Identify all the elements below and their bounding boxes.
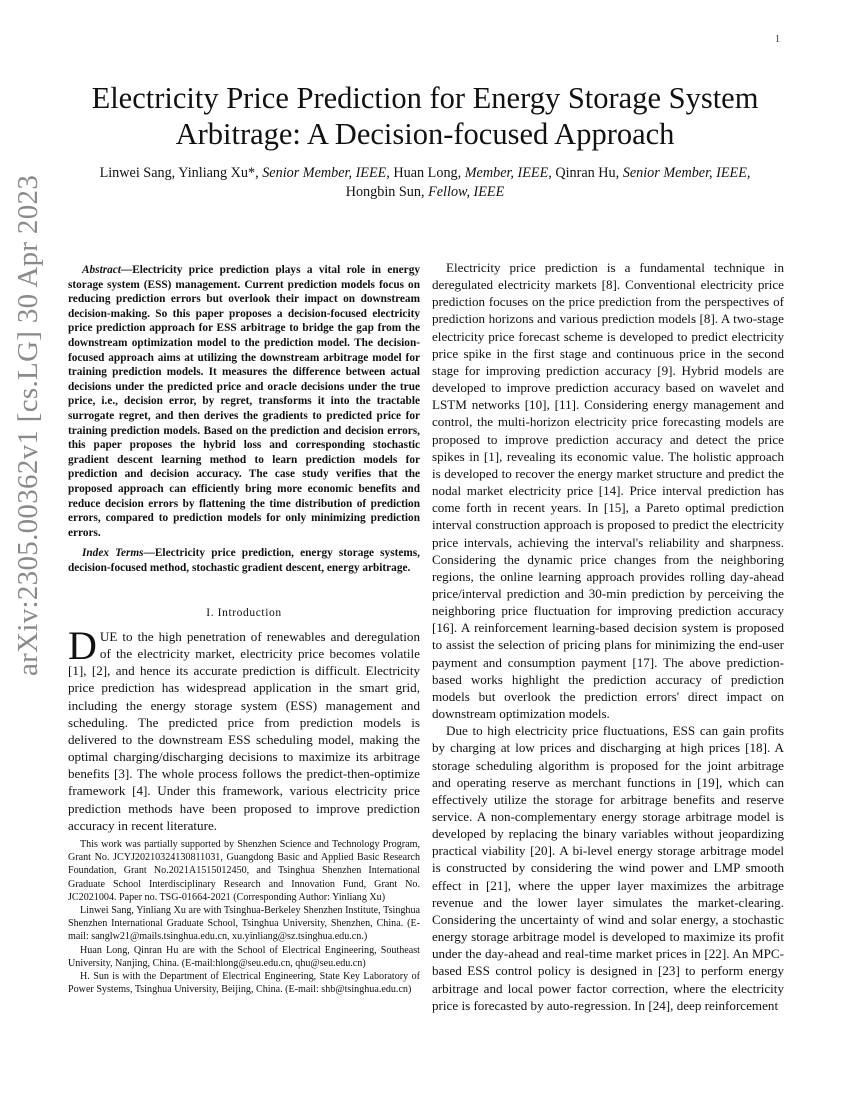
author-2: Huan Long, [389, 165, 465, 181]
author-1-role: Senior Member, IEEE, [262, 165, 390, 181]
footnote-funding: This work was partially supported by Shenzhen Science and Technology Program, Grant No. JCYJ20210324130811031, Guangdong Basic and Applied Basic Research Foundation, Grant No.2021A1515012450, and Tsinghua Shenzhen International Graduate School Interdisciplinary Research and Innovation Fund, Grant No. JC2021004. Paper no. TSG-01664-2021 (Corresponding Author: Yinliang Xu) [68, 839, 420, 903]
footnote-affiliation-2: Huan Long, Qinran Hu are with the School of Electrical Engineering, Southeast University, Nanjing, China. (E-mail:hlong@seu.edu.cn, qhu@seu.edu.cn) [68, 944, 420, 969]
body-paragraph: Due to high electricity price fluctuations, ESS can gain profits by charging at low prices and discharging at high prices [18]. A storage scheduling algorithm is proposed for the joint arbitrage and operating reserve as merchant functions in [19], which can effectively utilize the storage for arbitrage benefits and reserve service. A non-complementary energy storage arbitrage model is developed by replacing the binary variables without jeopardizing practical viability [20]. A bi-level energy storage arbitrage model is constructed by considering the wind power and LMP smooth effect in [21], where the upper layer maximizes the arbitrage revenue and the lower layer simulates the market-clearing. Considering the uncertainty of wind and solar energy, a stochastic energy storage arbitrage model is developed to maximize its profit under the day-ahead and real-time market prices in [22]. An MPC-based ESS control policy is designed in [23] to perform energy arbitrage and local power factor correction, where the electricity price is forecasted by auto-regression. In [24], deep reinforcement [432, 723, 784, 1013]
introduction-body: UE to the high penetration of renewables and deregulation of the electricity market, electricity price becomes volatile [1], [2], and hence its accurate prediction is difficult. Electricity price prediction has widespread application in the smart grid, including the energy storage system (ESS) management and scheduling. The predicted price from prediction models is delivered to the downstream ESS scheduling model, making the optimal charging/discharging decisions to maximize its arbitrage benefits [3]. The whole process follows the predict-then-optimize framework [4]. Under this framework, various electricity price prediction methods have been proposed to improve prediction accuracy in recent literature. [68, 629, 420, 833]
abstract-label: Abstract [82, 264, 121, 276]
author-4-role: Fellow, IEEE [428, 184, 505, 200]
abstract [68, 263, 420, 540]
index-terms-label: Index Terms [82, 547, 144, 559]
author-3: Qinran Hu, [551, 165, 623, 181]
right-column [432, 259, 784, 1014]
footnotes [68, 838, 420, 996]
drop-cap: D [68, 623, 97, 668]
author-list [55, 164, 795, 202]
author-4: Hongbin Sun, [345, 184, 429, 200]
footnote-affiliation-1: Linwei Sang, Yinliang Xu are with Tsinghua-Berkeley Shenzhen Institute, Tsinghua Shenzhen International Graduate School, Tsinghua University, Shenzhen, China. (E-mail: sanglw21@mails.tsinghua.edu.cn, xu.yinliang@sz.tsinghua.edu.cn.) [68, 905, 420, 943]
author-2-role: Member, IEEE, [464, 165, 552, 181]
abstract-body: —Electricity price prediction plays a vital role in energy storage system (ESS) management. Current prediction models focus on reducing prediction errors but overlook their impact on downstream decision-making. So this paper proposes a decision-focused electricity price prediction approach for ESS arbitrage to bridge the gap from the downstream optimization model to the prediction model. The decision-focused approach aims at utilizing the downstream arbitrage model for training prediction models. It measures the difference between actual decisions under the predicted price and oracle decisions under the true price, i.e., decision error, by regret, transforms it into the tractable surrogate regret, and then derives the gradients to predicted price for training prediction models. Based on the prediction and decision errors, this paper proposes the hybrid loss and corresponding stochastic gradient descent learning method to learn prediction models for prediction and decision accuracy. The case study verifies that the proposed approach can efficiently bring more economic benefits and reduce decision errors by flattening the time distribution of prediction errors, compared to prediction models for only minimizing prediction errors. [68, 264, 420, 539]
section-heading: I. Introduction [206, 607, 282, 619]
author-1: Linwei Sang, Yinliang Xu*, [99, 165, 263, 181]
introduction-paragraph [68, 623, 420, 834]
body-paragraph: Electricity price prediction is a fundamental technique in deregulated electricity markets [8]. Conventional electricity price prediction focuses on the price prediction from the perspectives of prediction horizons and various prediction models [8]. A two-stage electricity price forecast scheme is developed to predict electricity price spike in the first stage and continuous price in the second stage for improving prediction accuracy [9]. Hybrid models are developed to improve prediction accuracy based on wavelet and LSTM networks [10], [11]. Considering energy management and control, the multi-horizon electricity price forecasting models are proposed to improve prediction accuracy and detect the price spikes in [1], revealing its economic value. The holistic approach is developed to recover the energy market structure and predict the nodal market electricity price [14]. Price interval prediction has come forth in recent years. In [15], a Pareto optimal prediction interval construction approach is proposed to predict the electricity price intervals, achieving the interval's reliability and sharpness. Considering the dynamic price changes from the neighboring regions, the online learning approach provides rolling day-ahead price/interval prediction and 30-min prediction by perceiving the neighboring price fluctuation for improving prediction accuracy [16]. A reinforcement learning-based decision system is proposed to assist the selection of pricing plans for minimizing the end-user payment and consumption payment [17]. The above prediction-based works highlight the prediction accuracy of prediction models but overlook the prediction errors' direct impact on downstream optimization models. [432, 260, 784, 722]
index-terms-body: —Electricity price prediction, energy storage systems, decision-focused method, stochastic gradient descent, energy arbitrage. [68, 547, 420, 574]
arxiv-identifier: arXiv:2305.00362v1 [cs.LG] 30 Apr 2023 [12, 174, 44, 676]
index-terms [68, 546, 420, 575]
paper-title: Electricity Price Prediction for Energy Storage System Arbitrage: A Decision-focused Approach [91, 81, 759, 151]
page-number: 1 [775, 34, 780, 45]
author-3-role: Senior Member, IEEE, [622, 165, 751, 181]
footnote-affiliation-3: H. Sun is with the Department of Electrical Engineering, State Key Laboratory of Power Systems, Tsinghua University, Beijing, China. (E-mail: shb@tsinghua.edu.cn) [68, 971, 420, 996]
